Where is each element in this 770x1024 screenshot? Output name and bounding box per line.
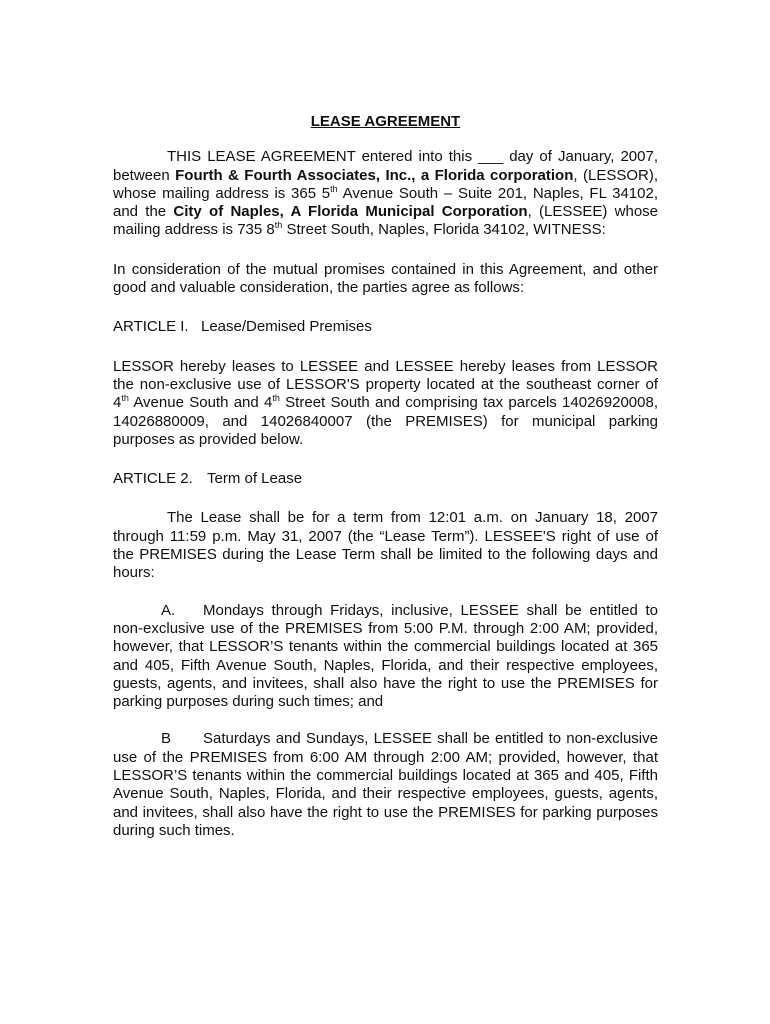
article-1-heading: [113, 318, 658, 336]
item-b-text: Saturdays and Sundays, LESSEE shall be entitled to non-exclusive use of the PREMISES from 6:00 AM through 2:00 AM; provided, however, that LESSOR’S tenants within the commercial buildings located at 365 and 405, Fifth Avenue South, Naples, Florida, and their respective employees, guests, agents, and invitees, shall also have the right to use the PREMISES for parking purposes during such times.: [113, 730, 658, 839]
ordinal-suffix: th: [121, 393, 129, 404]
article-2-heading: [113, 470, 658, 488]
intro-text-5: Street South, Naples, Florida 34102, WITNESS:: [282, 221, 606, 239]
article-1-paragraph: [113, 358, 658, 449]
article-1-number: ARTICLE I.: [113, 318, 189, 336]
item-a-marker: A.: [161, 601, 176, 619]
ordinal-suffix: th: [274, 220, 283, 231]
ordinal-suffix: th: [330, 183, 338, 194]
article-1-title: Lease/Demised Premises: [201, 318, 372, 336]
article-2-title: Term of Lease: [207, 470, 303, 488]
intro-text-1: THIS LEASE AGREEMENT entered into this ___ day of January, 2007, between: [113, 148, 658, 184]
article-2-number: ARTICLE 2.: [113, 470, 193, 488]
item-b-marker: B: [161, 730, 172, 748]
intro-paragraph: [113, 148, 658, 239]
intro-text-4: , (LESSEE) whose mailing address is 735 8: [113, 203, 659, 239]
intro-text-3: Avenue South – Suite 201, Naples, FL 34102, and the: [113, 184, 658, 221]
document-title: LEASE AGREEMENT: [310, 113, 461, 130]
item-a-text: Mondays through Fridays, inclusive, LESSEE shall be entitled to non-exclusive use of the PREMISES from 5:00 P.M. through 2:00 AM; provided, however, that LESSOR’S tenants within the commercial buildings located at 365 and 405, Fifth Avenue South, Naples, Florida, and their respective employees, guests, agents, and invitees, shall also have the right to use the PREMISES for parking purposes during such times; and: [113, 601, 658, 711]
consideration-paragraph: In consideration of the mutual promises contained in this Agreement, and other good and valuable consideration, the parties agree as follows:: [113, 260, 658, 297]
intro-text-2: , (LESSOR), whose mailing address is 365 5: [113, 166, 658, 202]
article-1-text-3: Street South and comprising tax parcels 14026920008, 14026880009, and 14026840007 (the PREMISES) for municipal parking purposes as provided below.: [113, 394, 658, 448]
lessee-name: City of Naples, A Florida Municipal Corporation: [173, 203, 528, 221]
article-2-item-b: [113, 730, 658, 840]
article-1-text-1: LESSOR hereby leases to LESSEE and LESSEE hereby leases from LESSOR the non-exclusive use of LESSOR'S property located at the southeast corner of 4: [113, 357, 658, 412]
lessor-name: Fourth & Fourth Associates, Inc., a Florida corporation: [175, 166, 574, 184]
document-page: [113, 113, 658, 840]
article-1-text-2: Avenue South and 4: [128, 394, 273, 412]
article-2-term-paragraph: The Lease shall be for a term from 12:01 a.m. on January 18, 2007 through 11:59 p.m. May 31, 2007 (the “Lease Term”). LESSEE'S right of use of the PREMISES during the Lease Term shall be limited to the following days and hours:: [113, 509, 658, 582]
article-2-item-a: [113, 602, 658, 712]
ordinal-suffix: th: [272, 393, 280, 404]
